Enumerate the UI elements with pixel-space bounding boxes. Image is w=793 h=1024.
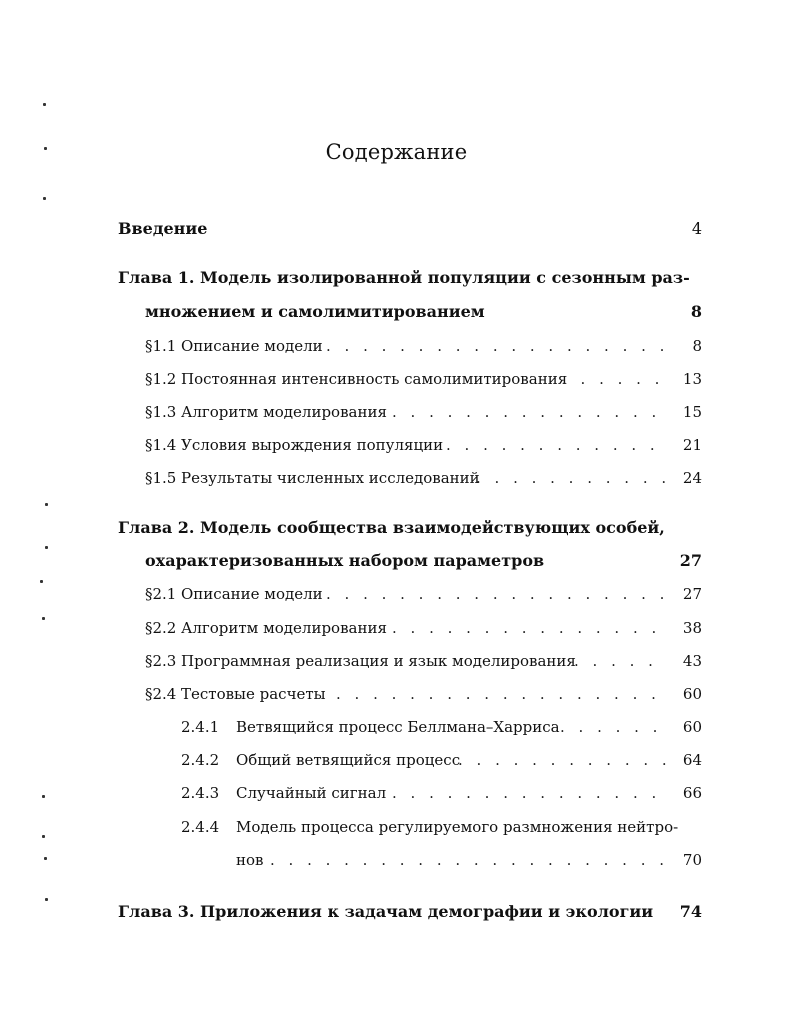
scan-mark xyxy=(45,898,48,901)
leader-dots xyxy=(326,337,666,355)
leader-dots xyxy=(336,685,666,703)
toc-page-number: 60 xyxy=(682,718,702,736)
toc-section[interactable] xyxy=(0,469,793,493)
subsection-number: 2.4.4 xyxy=(181,818,220,836)
chapter-title-continued: охарактеризованных набором параметров xyxy=(145,551,545,570)
toc-page-number: 13 xyxy=(682,370,702,388)
scan-mark xyxy=(43,197,46,200)
toc-page-number: 8 xyxy=(692,337,702,355)
toc-subsection[interactable] xyxy=(0,784,793,808)
toc-page-number: 21 xyxy=(682,436,702,454)
toc-section[interactable] xyxy=(0,403,793,427)
toc-subsection[interactable] xyxy=(0,818,793,842)
leader-dots xyxy=(574,652,666,670)
toc-section[interactable] xyxy=(0,652,793,676)
scan-mark xyxy=(45,546,48,549)
chapter-title: Глава 1. Модель изолированной популяции с сезонным раз- xyxy=(118,268,690,287)
toc-chapter-2-line2[interactable] xyxy=(0,551,793,575)
toc-subsection[interactable] xyxy=(0,718,793,742)
section-number: §2.4 xyxy=(145,685,177,703)
section-number: §2.1 xyxy=(145,585,177,603)
subsection-number: 2.4.2 xyxy=(181,751,220,769)
leader-dots xyxy=(458,751,666,769)
toc-page-number: 27 xyxy=(679,551,702,570)
section-number: §1.4 xyxy=(145,436,177,454)
subsection-label: Случайный сигнал xyxy=(236,784,387,802)
toc-page-number: 8 xyxy=(690,302,702,321)
leader-dots xyxy=(560,718,666,736)
section-number: §2.2 xyxy=(145,619,177,637)
section-label: Программная реализация и язык моделирования xyxy=(181,652,576,670)
toc-section[interactable] xyxy=(0,337,793,361)
scan-mark xyxy=(43,103,46,106)
leader-dots xyxy=(270,851,666,869)
toc-subsection[interactable] xyxy=(0,751,793,775)
toc-chapter-1-line1[interactable] xyxy=(0,268,793,292)
toc-section[interactable] xyxy=(0,585,793,609)
scan-mark xyxy=(40,580,43,583)
toc-chapter-3[interactable] xyxy=(0,902,793,926)
toc-intro[interactable] xyxy=(0,219,793,243)
toc-page-number: 4 xyxy=(691,219,702,238)
subsection-label: Модель процесса регулируемого размножения нейтро- xyxy=(236,818,679,836)
section-number: §1.2 xyxy=(145,370,177,388)
leader-dots xyxy=(562,370,666,388)
section-label: Постоянная интенсивность самолимитирования xyxy=(181,370,568,388)
subsection-label: Ветвящийся процесс Беллмана–Харриса xyxy=(236,718,560,736)
section-label: Описание модели xyxy=(181,585,323,603)
section-number: §1.3 xyxy=(145,403,177,421)
section-label: Описание модели xyxy=(181,337,323,355)
chapter-title: Глава 3. Приложения к задачам демографии и экологии xyxy=(118,902,654,921)
toc-intro-label: Введение xyxy=(118,219,208,238)
section-label: Тестовые расчеты xyxy=(181,685,326,703)
scan-mark xyxy=(45,503,48,506)
toc-page-number: 38 xyxy=(682,619,702,637)
subsection-label: Общий ветвящийся процесс xyxy=(236,751,461,769)
section-number: §1.1 xyxy=(145,337,177,355)
subsection-label-continued: нов xyxy=(236,851,264,869)
leader-dots xyxy=(446,436,666,454)
chapter-title-continued: множением и самолимитированием xyxy=(145,302,485,321)
toc-page-number: 66 xyxy=(682,784,702,802)
section-number: §1.5 xyxy=(145,469,177,487)
toc-page-number: 43 xyxy=(682,652,702,670)
section-label: Алгоритм моделирования xyxy=(181,619,387,637)
toc-page-number: 27 xyxy=(682,585,702,603)
chapter-title: Глава 2. Модель сообщества взаимодействующих особей, xyxy=(118,518,665,537)
leader-dots xyxy=(392,403,666,421)
toc-section[interactable] xyxy=(0,619,793,643)
toc-page-number: 15 xyxy=(682,403,702,421)
toc-page-number: 60 xyxy=(682,685,702,703)
toc-subsection-continued[interactable] xyxy=(0,851,793,875)
toc-section[interactable] xyxy=(0,685,793,709)
leader-dots xyxy=(326,585,666,603)
subsection-number: 2.4.3 xyxy=(181,784,220,802)
section-label: Результаты численных исследований xyxy=(181,469,480,487)
section-label: Алгоритм моделирования xyxy=(181,403,387,421)
toc-section[interactable] xyxy=(0,370,793,394)
leader-dots xyxy=(392,784,666,802)
section-label: Условия вырождения популяции xyxy=(181,436,444,454)
section-number: §2.3 xyxy=(145,652,177,670)
toc-chapter-1-line2[interactable] xyxy=(0,302,793,326)
toc-page-number: 70 xyxy=(682,851,702,869)
toc-section[interactable] xyxy=(0,436,793,460)
toc-chapter-2-line1[interactable] xyxy=(0,518,793,542)
leader-dots xyxy=(392,619,666,637)
toc-page-number: 24 xyxy=(682,469,702,487)
toc-page-number: 74 xyxy=(679,902,702,921)
page-title: Содержание xyxy=(325,140,468,164)
subsection-number: 2.4.1 xyxy=(181,718,220,736)
leader-dots xyxy=(476,469,666,487)
toc-page-number: 64 xyxy=(682,751,702,769)
